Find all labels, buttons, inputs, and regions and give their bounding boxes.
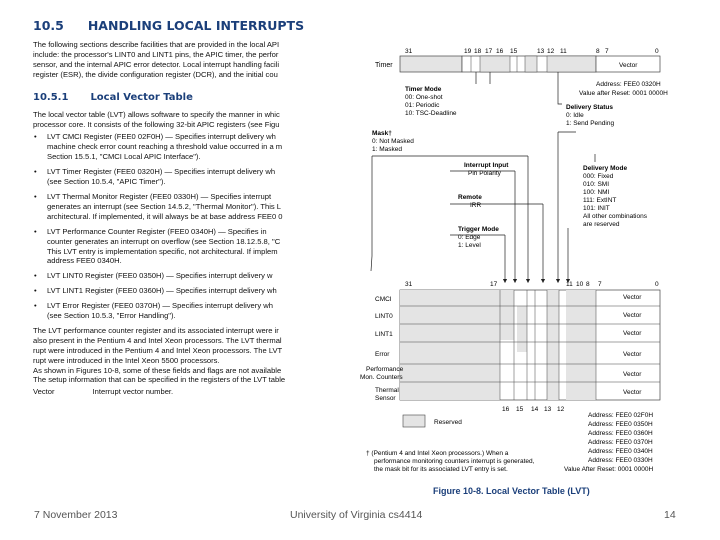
- interrupt-input-legend: [464, 162, 509, 177]
- lvt-register-item: [33, 286, 325, 296]
- lvt-register-item: [33, 167, 325, 187]
- bullet-icon: •: [34, 167, 37, 177]
- address-list: [564, 412, 653, 473]
- bit-label: 8: [586, 281, 590, 288]
- footnote-line: the mask bit for its associated LVT entry is set.: [374, 466, 508, 473]
- address-line: Address: FEE0 0330H: [588, 457, 653, 464]
- address-line: Address: FEE0 0340H: [588, 448, 653, 455]
- bullet-line: architectural. If implemented, it will always be at base address FEE0 0: [47, 211, 283, 221]
- bit-label: 8: [596, 48, 600, 55]
- vector-field: Vector: [619, 62, 638, 69]
- bullet-line: address FEE0 0340H.: [47, 256, 122, 266]
- mask-title: Mask†: [372, 130, 392, 137]
- bullet-line: Section 15.5.1, "CMCI Local APIC Interface").: [47, 152, 201, 162]
- bit-label: 31: [405, 281, 413, 288]
- delivery-status-title: Delivery Status: [566, 104, 613, 111]
- reserved-label: Reserved: [434, 419, 462, 426]
- delivery-mode-legend: [583, 165, 648, 228]
- delivery-mode-line: All other combinations: [583, 213, 647, 220]
- bullet-icon: •: [34, 226, 37, 236]
- closing-paragraph: [33, 326, 325, 385]
- timer-mode-line: 10: TSC-Deadline: [405, 110, 457, 117]
- bit-label: 17: [485, 48, 493, 55]
- timer-label: Timer: [375, 62, 393, 69]
- vector-definition-text: Interrupt vector number.: [92, 387, 174, 397]
- section-heading: [33, 14, 325, 36]
- closing-line: As shown in Figures 10-8, some of these fields and flags are not available: [33, 365, 282, 375]
- bit-label: 15: [510, 48, 518, 55]
- mask-legend: [372, 130, 414, 153]
- bit-label: 17: [490, 281, 498, 288]
- vector-field: Vector: [623, 371, 642, 378]
- timer-address: Address: FEE0 0320H: [596, 81, 661, 88]
- bullet-icon: •: [34, 271, 37, 281]
- section-title: HANDLING LOCAL INTERRUPTS: [87, 17, 305, 33]
- lvt-register-list: [33, 132, 325, 321]
- bit-label: 16: [502, 406, 510, 413]
- address-line: Address: FEE0 0370H: [588, 439, 653, 446]
- footnote-line: performance monitoring counters interrupt is generated,: [374, 458, 535, 465]
- register-label-thermal: Thermal: [375, 387, 399, 394]
- lvt-register-item: [33, 271, 325, 281]
- address-line: Address: FEE0 0350H: [588, 421, 653, 428]
- intro-paragraph: [33, 40, 325, 80]
- bullet-icon: •: [34, 191, 37, 201]
- timer-reset-value: Value after Reset: 0001 0000H: [579, 90, 668, 97]
- register-label-performance: Performance: [366, 366, 404, 373]
- bit-label: 13: [537, 48, 545, 55]
- trigger-mode-line: 0: Edge: [458, 234, 481, 241]
- lvt-register-grid: [360, 281, 660, 402]
- bullet-line: LVT CMCI Register (FEE0 02F0H) — Specifies interrupt delivery wh: [47, 132, 276, 142]
- interrupt-input-title: Interrupt Input: [464, 162, 509, 169]
- subsection-heading: [33, 90, 325, 106]
- footer-date: 7 November 2013: [34, 509, 118, 521]
- footnote-line: † (Pentium 4 and Intel Xeon processors.) When a: [366, 450, 509, 457]
- intro-line: include: the processor's LINT0 and LINT1 pins, the APIC timer, the perfor: [33, 49, 279, 59]
- bullet-icon: •: [34, 286, 37, 296]
- delivery-mode-line: 101: INIT: [583, 205, 610, 212]
- bullet-icon: •: [34, 301, 37, 311]
- lvt-intro-paragraph: [33, 110, 325, 130]
- closing-line: The LVT performance counter register and its associated interrupt were ir: [33, 325, 279, 335]
- bullet-line: counter generates an interrupt on overflow (see Section 18.12.5.8, "C: [47, 236, 281, 246]
- vector-definition: [33, 387, 325, 396]
- section-number: 10.5: [33, 17, 64, 33]
- trigger-mode-line: 1: Level: [458, 242, 481, 249]
- delivery-status-line: 1: Send Pending: [566, 120, 615, 127]
- mask-line: 1: Masked: [372, 146, 402, 153]
- timer-mode-title: Timer Mode: [405, 86, 442, 93]
- delivery-mode-line: 100: NMI: [583, 189, 610, 196]
- bullet-line: LVT Performance Counter Register (FEE0 0340H) — Specifies in: [47, 226, 267, 236]
- bottom-bit-labels: [502, 406, 565, 413]
- vector-term: Vector: [33, 387, 55, 397]
- lvt-register-item: [33, 192, 325, 222]
- bullet-line: (see Section 10.5.3, "Error Handling").: [47, 311, 176, 321]
- bit-label: 15: [516, 406, 524, 413]
- footer-university: University of Virginia cs4414: [290, 509, 423, 521]
- bit-label: 14: [531, 406, 539, 413]
- remote-irr-line: IRR: [470, 202, 482, 209]
- vector-field: Vector: [623, 330, 642, 337]
- delivery-mode-line: are reserved: [583, 221, 620, 228]
- trigger-mode-title: Trigger Mode: [458, 226, 499, 233]
- register-label-cmci: CMCI: [375, 296, 392, 303]
- reserved-legend: [403, 415, 462, 427]
- trigger-mode-legend: [458, 226, 499, 249]
- register-label-lint1: LINT1: [375, 331, 393, 338]
- address-line: Address: FEE0 02F0H: [588, 412, 654, 419]
- delivery-status-legend: [566, 104, 614, 127]
- figure-footnote: [366, 450, 535, 473]
- bit-label: 7: [605, 48, 609, 55]
- register-label-mon-counters: Mon. Counters: [360, 374, 403, 381]
- subsection-number: 10.5.1: [33, 92, 69, 104]
- bit-label: 11: [560, 48, 567, 55]
- delivery-mode-line: 111: ExtINT: [583, 197, 617, 204]
- timer-mode-legend: [405, 86, 457, 117]
- bullet-line: LVT Error Register (FEE0 0370H) — Specifies interrupt delivery wh: [47, 301, 273, 311]
- timer-mode-line: 00: One-shot: [405, 94, 443, 101]
- bit-label: 12: [557, 406, 565, 413]
- bullet-line: LVT LINT0 Register (FEE0 0350H) — Specifies interrupt delivery w: [47, 271, 273, 281]
- bit-label: 11: [566, 281, 573, 288]
- register-label-error: Error: [375, 351, 390, 358]
- text-column: [33, 14, 325, 414]
- address-line: Address: FEE0 0360H: [588, 430, 653, 437]
- bit-label: 10: [576, 281, 584, 288]
- bit-label: 18: [474, 48, 482, 55]
- timer-mode-line: 01: Periodic: [405, 102, 440, 109]
- closing-line: also present in the Pentium 4 and Intel Xeon processors. The LVT thermal: [33, 335, 282, 345]
- intro-line: sensor, and the internal APIC error detector. Local interrupt handling facili: [33, 59, 280, 69]
- bullet-line: generates an interrupt (see Section 14.5.2, "Thermal Monitor"). This L: [47, 201, 282, 211]
- bit-label: 0: [655, 281, 659, 288]
- vector-field: Vector: [623, 312, 642, 319]
- bullet-line: machine check error count reaching a threshold value occurred in a m: [47, 142, 283, 152]
- bullet-line: This LVT entry is implementation specific, not architectural. If implem: [47, 246, 278, 256]
- figure-caption: Figure 10-8. Local Vector Table (LVT): [433, 486, 590, 496]
- vector-field: Vector: [623, 294, 642, 301]
- bit-label: 12: [547, 48, 555, 55]
- subsection-title: Local Vector Table: [90, 92, 193, 104]
- closing-line: The setup information that can be specified in the registers of the LVT table: [33, 375, 286, 385]
- lvt-register-item: [33, 227, 325, 267]
- page-number: 14: [664, 509, 676, 521]
- lvt-intro-line: processor core. It consists of the following 32-bit APIC registers (see Figu: [33, 119, 280, 129]
- reset-value-line: Value After Reset: 0001 0000H: [564, 466, 654, 473]
- bit-label: 7: [598, 281, 602, 288]
- vector-field: Vector: [623, 351, 642, 358]
- bit-label: 0: [655, 48, 659, 55]
- register-label-lint0: LINT0: [375, 313, 393, 320]
- interrupt-input-line: Pin Polarity: [468, 170, 501, 177]
- mask-line: 0: Not Masked: [372, 138, 414, 145]
- vector-field: Vector: [623, 389, 642, 396]
- remote-irr-legend: [458, 194, 482, 209]
- lvt-register-item: [33, 132, 325, 162]
- bit-label: 31: [405, 48, 413, 55]
- bullet-line: (see Section 10.5.4, "APIC Timer").: [47, 177, 166, 187]
- bit-label: 16: [496, 48, 504, 55]
- closing-line: rupt were introduced in the Pentium 4 and Intel Xeon processors. The LVT: [33, 345, 283, 355]
- delivery-mode-line: 000: Fixed: [583, 173, 614, 180]
- delivery-status-line: 0: Idle: [566, 112, 584, 119]
- bit-label: 13: [544, 406, 552, 413]
- bit-label: 19: [464, 48, 472, 55]
- lvt-figure: [330, 36, 696, 496]
- lvt-diagram: [330, 36, 696, 496]
- delivery-mode-line: 010: SMI: [583, 181, 610, 188]
- register-label-sensor: Sensor: [375, 395, 396, 402]
- bullet-line: LVT LINT1 Register (FEE0 0360H) — Specifies interrupt delivery wh: [47, 286, 277, 296]
- delivery-mode-title: Delivery Mode: [583, 165, 628, 172]
- closing-line: rupt were introduced in the Intel Xeon 5500 processors.: [33, 355, 220, 365]
- lvt-register-item: [33, 301, 325, 321]
- lvt-intro-line: The local vector table (LVT) allows software to specify the manner in whic: [33, 109, 280, 119]
- intro-line: The following sections describe facilities that are provided in the local API: [33, 40, 280, 49]
- remote-irr-title: Remote: [458, 194, 482, 201]
- bullet-line: LVT Thermal Monitor Register (FEE0 0330H) — Specifies interrupt: [47, 191, 272, 201]
- bullet-icon: •: [34, 132, 37, 142]
- bullet-line: LVT Timer Register (FEE0 0320H) — Specifies interrupt delivery wh: [47, 167, 276, 177]
- intro-line: register (ESR), the divide configuration register (DCR), and the initial cou: [33, 69, 278, 79]
